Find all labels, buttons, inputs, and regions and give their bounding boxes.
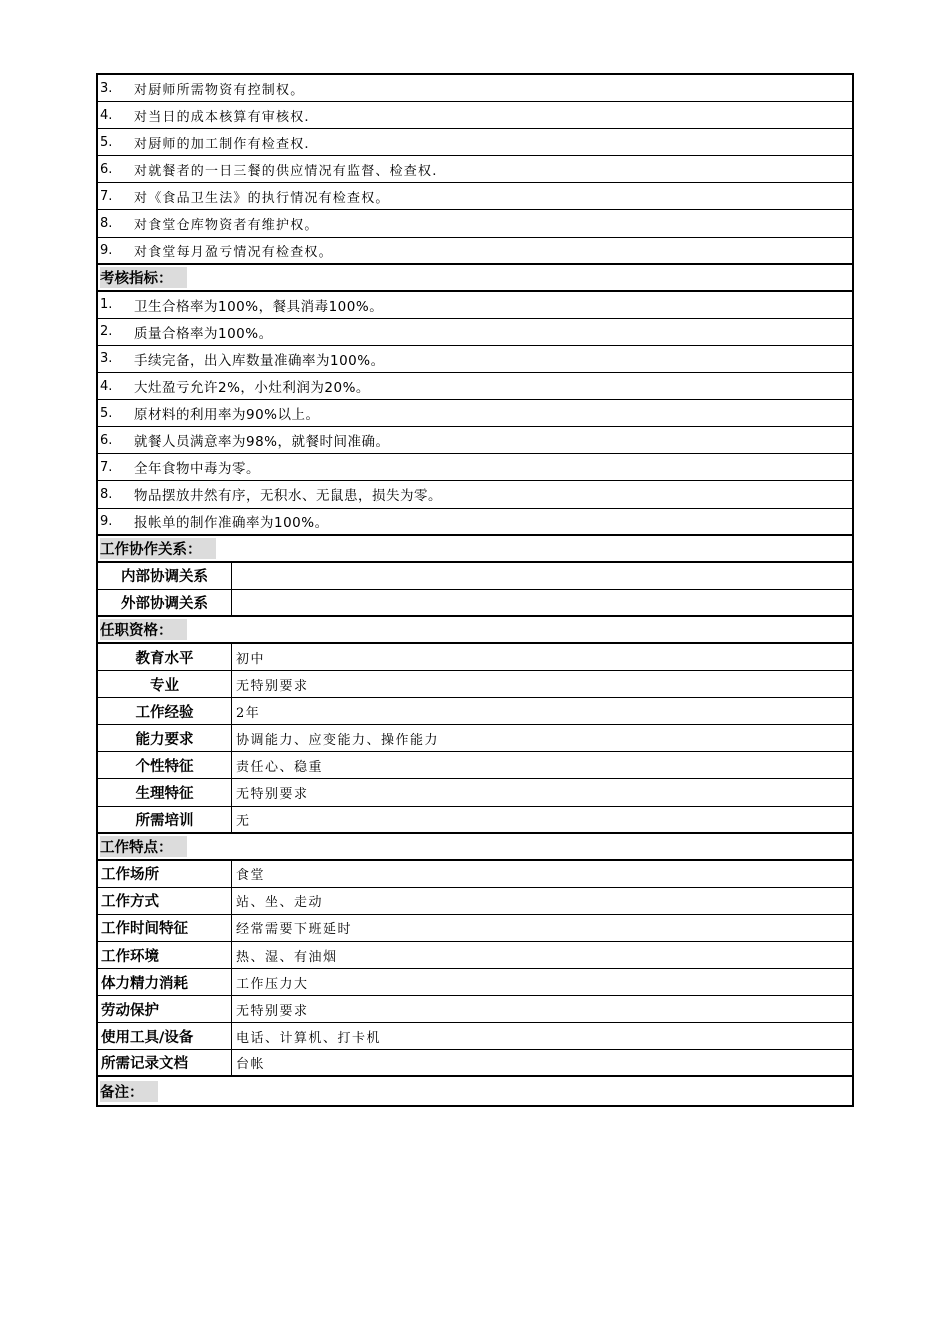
kpi-row: 8. 物品摆放井然有序，无积水、无鼠患，损失为零。 bbox=[98, 481, 852, 508]
row-value: 协调能力、应变能力、操作能力 bbox=[236, 732, 440, 748]
features-section-title: 工作特点： bbox=[98, 834, 852, 861]
feature-row bbox=[98, 1023, 852, 1050]
row-label: 教育水平 bbox=[98, 644, 232, 670]
row-label: 所需记录文档 bbox=[98, 1050, 232, 1075]
qualification-row bbox=[98, 752, 852, 779]
row-label: 外部协调关系 bbox=[98, 590, 232, 615]
row-label: 工作方式 bbox=[98, 888, 232, 914]
feature-row bbox=[98, 969, 852, 996]
cooperation-row bbox=[98, 590, 852, 617]
kpi-row: 7. 全年食物中毒为零。 bbox=[98, 454, 852, 481]
row-value: 无特别要求 bbox=[236, 786, 309, 802]
row-label: 工作环境 bbox=[98, 942, 232, 968]
authority-row: 6. 对就餐者的一日三餐的供应情况有监督、检查权. bbox=[98, 156, 852, 183]
authority-row: 8. 对食堂仓库物资者有维护权。 bbox=[98, 210, 852, 237]
qualifications-section-title: 任职资格： bbox=[98, 617, 852, 644]
feature-row bbox=[98, 915, 852, 942]
feature-row bbox=[98, 1050, 852, 1077]
row-label: 工作场所 bbox=[98, 861, 232, 887]
row-label: 生理特征 bbox=[98, 779, 232, 805]
row-value: 台帐 bbox=[236, 1057, 266, 1073]
kpi-section-title: 考核指标： bbox=[98, 265, 852, 292]
kpi-row: 1. 卫生合格率为100%，餐具消毒100%。 bbox=[98, 292, 852, 319]
authority-row: 9. 对食堂每月盈亏情况有检查权。 bbox=[98, 238, 852, 265]
row-value: 2年 bbox=[236, 705, 261, 721]
row-label: 专业 bbox=[98, 671, 232, 697]
kpi-row: 9. 报帐单的制作准确率为100%。 bbox=[98, 509, 852, 536]
row-value: 责任心、稳重 bbox=[236, 759, 324, 775]
row-label: 体力精力消耗 bbox=[98, 969, 232, 995]
authority-row: 4. 对当日的成本核算有审核权. bbox=[98, 102, 852, 129]
qualification-row bbox=[98, 725, 852, 752]
feature-row bbox=[98, 996, 852, 1023]
qualification-row bbox=[98, 698, 852, 725]
notes-section-title: 备注： bbox=[98, 1077, 852, 1104]
feature-row bbox=[98, 861, 852, 888]
feature-row bbox=[98, 888, 852, 915]
job-description-table bbox=[96, 73, 854, 1107]
row-value: 无特别要求 bbox=[236, 678, 309, 694]
row-value: 食堂 bbox=[236, 868, 266, 884]
row-value: 热、湿、有油烟 bbox=[236, 949, 338, 965]
row-value: 经常需要下班延时 bbox=[236, 922, 353, 938]
row-label: 工作时间特征 bbox=[98, 915, 232, 941]
authority-row: 5. 对厨师的加工制作有检查权. bbox=[98, 129, 852, 156]
row-label: 内部协调关系 bbox=[98, 563, 232, 589]
qualification-row bbox=[98, 807, 852, 834]
feature-row bbox=[98, 942, 852, 969]
row-value: 无特别要求 bbox=[236, 1003, 309, 1019]
row-label: 工作经验 bbox=[98, 698, 232, 724]
row-label: 能力要求 bbox=[98, 725, 232, 751]
row-label: 劳动保护 bbox=[98, 996, 232, 1022]
row-label: 所需培训 bbox=[98, 807, 232, 832]
cooperation-row bbox=[98, 563, 852, 590]
row-value: 站、坐、走动 bbox=[236, 895, 324, 911]
row-value: 初中 bbox=[236, 651, 266, 667]
authority-row: 3. 对厨师所需物资有控制权。 bbox=[98, 75, 852, 102]
kpi-row: 4. 大灶盈亏允许2%，小灶利润为20%。 bbox=[98, 373, 852, 400]
authority-row: 7. 对《食品卫生法》的执行情况有检查权。 bbox=[98, 183, 852, 210]
cooperation-section-title: 工作协作关系： bbox=[98, 536, 852, 563]
row-value: 电话、计算机、打卡机 bbox=[236, 1030, 382, 1046]
row-label: 个性特征 bbox=[98, 752, 232, 778]
qualification-row bbox=[98, 671, 852, 698]
row-value: 无 bbox=[236, 813, 251, 829]
kpi-row: 2. 质量合格率为100%。 bbox=[98, 319, 852, 346]
kpi-row: 6. 就餐人员满意率为98%，就餐时间准确。 bbox=[98, 427, 852, 454]
row-label: 使用工具/设备 bbox=[98, 1023, 232, 1049]
qualification-row bbox=[98, 644, 852, 671]
kpi-row: 3. 手续完备，出入库数量准确率为100%。 bbox=[98, 346, 852, 373]
row-value: 工作压力大 bbox=[236, 976, 309, 992]
kpi-row: 5. 原材料的利用率为90%以上。 bbox=[98, 400, 852, 427]
qualification-row bbox=[98, 779, 852, 806]
